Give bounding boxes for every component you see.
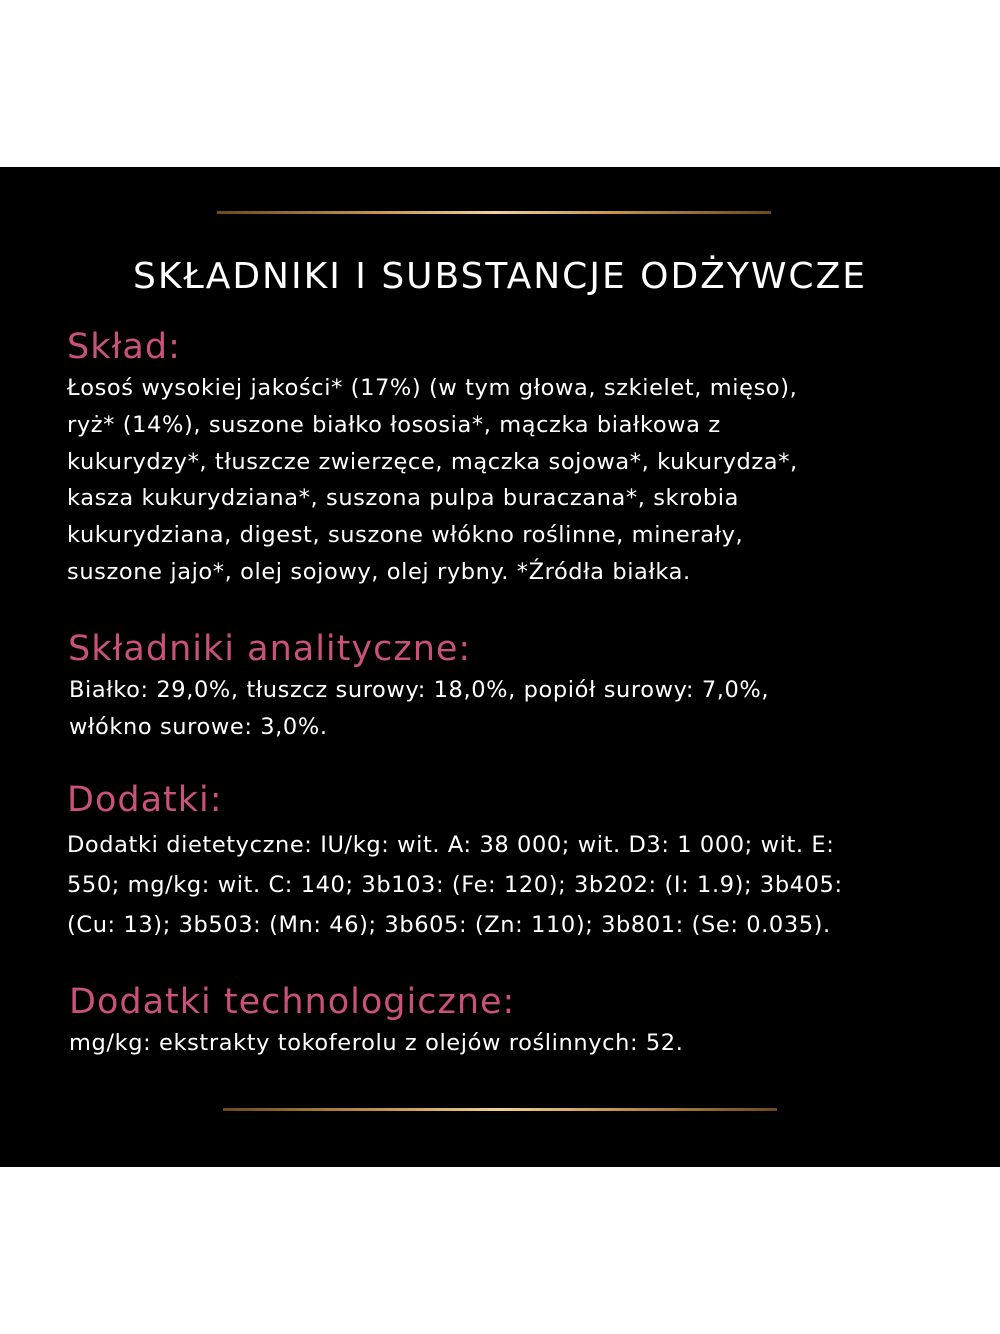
text-line: kasza kukurydziana*, suszona pulpa buraczana*, skrobia — [67, 485, 740, 512]
composition-text — [67, 370, 798, 591]
analytical-heading: Składniki analityczne: — [68, 629, 472, 669]
additives-heading: Dodatki: — [67, 780, 223, 820]
text-line: mg/kg: ekstrakty tokoferolu z olejów roślinnych: 52. — [69, 1030, 684, 1056]
text-line: kukurydzy*, tłuszcze zwierzęce, mączka sojowa*, kukurydza*, — [67, 448, 798, 475]
additives-text — [67, 825, 843, 945]
page-title: SKŁADNIKI I SUBSTANCJE ODŻYWCZE — [133, 256, 867, 297]
text-line: suszone jajo*, olej sojowy, olej rybny. *Źródła białka. — [67, 558, 691, 585]
text-line: Łosoś wysokiej jakości* (17%) (w tym głowa, szkielet, mięso), — [67, 375, 798, 401]
technological-additives-heading: Dodatki technologiczne: — [69, 982, 516, 1022]
technological-additives-text — [69, 1025, 683, 1061]
composition-heading: Skład: — [67, 327, 181, 367]
analytical-text — [69, 672, 769, 745]
text-line: włókno surowe: 3,0%. — [69, 713, 328, 740]
top-divider — [217, 211, 771, 214]
ingredients-panel — [0, 167, 1000, 1167]
text-line: 550; mg/kg: wit. C: 140; 3b103: (Fe: 120); 3b202: (I: 1.9); 3b405: — [67, 872, 843, 898]
text-line: kukurydziana, digest, suszone włókno roślinne, minerały, — [67, 522, 744, 549]
text-line: Białko: 29,0%, tłuszcz surowy: 18,0%, popiół surowy: 7,0%, — [69, 677, 770, 703]
text-line: Dodatki dietetyczne: IU/kg: wit. A: 38 000; wit. D3: 1 000; wit. E: — [67, 832, 835, 858]
bottom-divider — [223, 1108, 777, 1111]
text-line: (Cu: 13); 3b503: (Mn: 46); 3b605: (Zn: 110); 3b801: (Se: 0.035). — [67, 912, 831, 938]
text-line: ryż* (14%), suszone białko łososia*, mączka białkowa z — [67, 411, 721, 438]
